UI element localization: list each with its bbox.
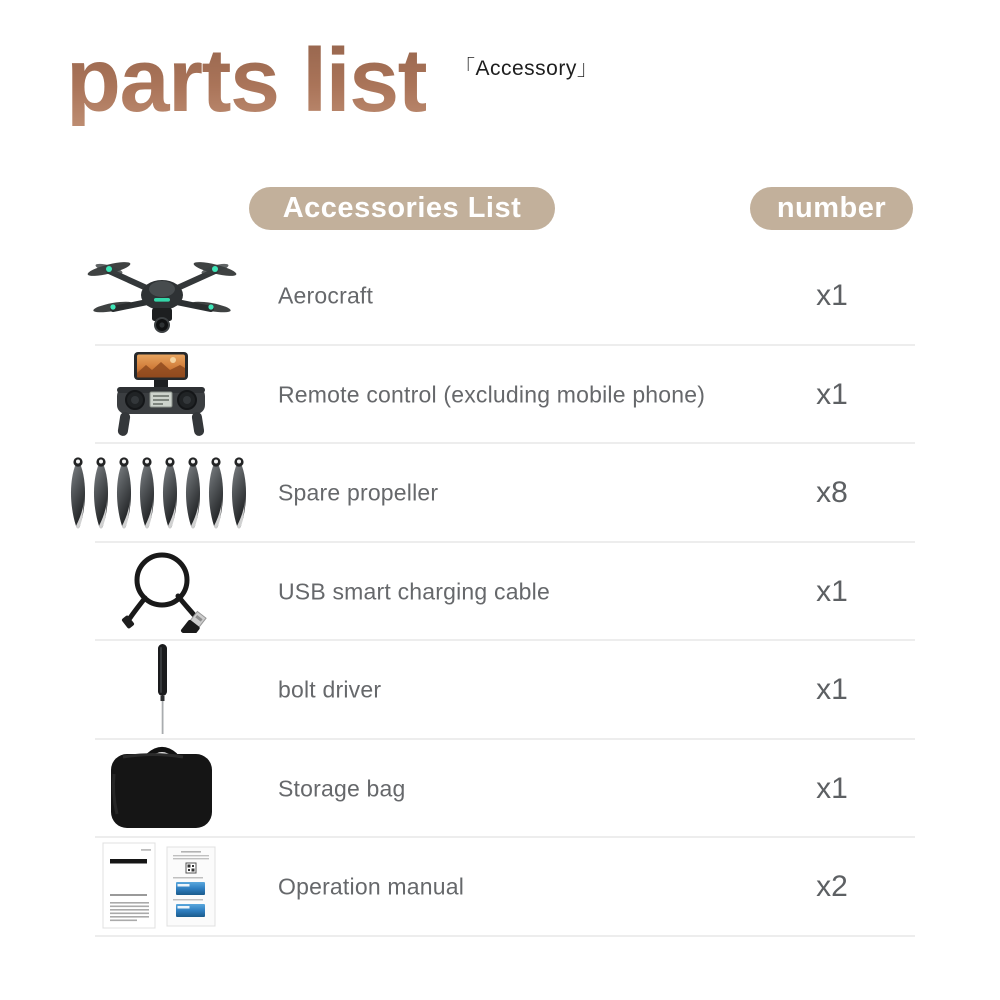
item-count: x1 bbox=[816, 673, 848, 707]
parts-table bbox=[0, 247, 1000, 937]
accessories-list-header-pill bbox=[249, 187, 555, 230]
item-label: Spare propeller bbox=[278, 479, 439, 506]
storage-bag-icon bbox=[62, 740, 262, 836]
usb-cable-icon bbox=[62, 543, 262, 639]
page-title: parts list bbox=[66, 31, 427, 131]
item-count: x1 bbox=[816, 771, 848, 805]
table-row bbox=[0, 641, 1000, 740]
table-row bbox=[0, 346, 1000, 445]
table-row bbox=[0, 740, 1000, 839]
table-row bbox=[0, 247, 1000, 346]
item-label: bolt driver bbox=[278, 676, 382, 703]
item-label: Remote control (excluding mobile phone) bbox=[278, 381, 706, 408]
table-row bbox=[0, 543, 1000, 642]
item-count: x2 bbox=[816, 870, 848, 904]
item-label: USB smart charging cable bbox=[278, 578, 550, 605]
number-header-label: number bbox=[776, 192, 887, 224]
item-count: x1 bbox=[816, 279, 848, 313]
table-row bbox=[0, 838, 1000, 937]
screwdriver-icon bbox=[62, 641, 262, 737]
accessories-list-header-label: Accessories List bbox=[282, 192, 522, 224]
item-label: Aerocraft bbox=[278, 282, 374, 309]
remote-control-icon bbox=[62, 346, 262, 442]
item-label: Operation manual bbox=[278, 873, 465, 900]
row-divider bbox=[95, 935, 915, 937]
item-label: Storage bag bbox=[278, 775, 406, 802]
item-count: x1 bbox=[816, 377, 848, 411]
page-subtitle: 「Accessory」 bbox=[454, 57, 599, 80]
number-header-pill bbox=[750, 187, 913, 230]
manual-icon bbox=[62, 838, 262, 934]
propellers-icon bbox=[62, 444, 262, 540]
item-count: x8 bbox=[816, 476, 848, 510]
item-count: x1 bbox=[816, 574, 848, 608]
drone-icon bbox=[62, 247, 262, 343]
table-row bbox=[0, 444, 1000, 543]
